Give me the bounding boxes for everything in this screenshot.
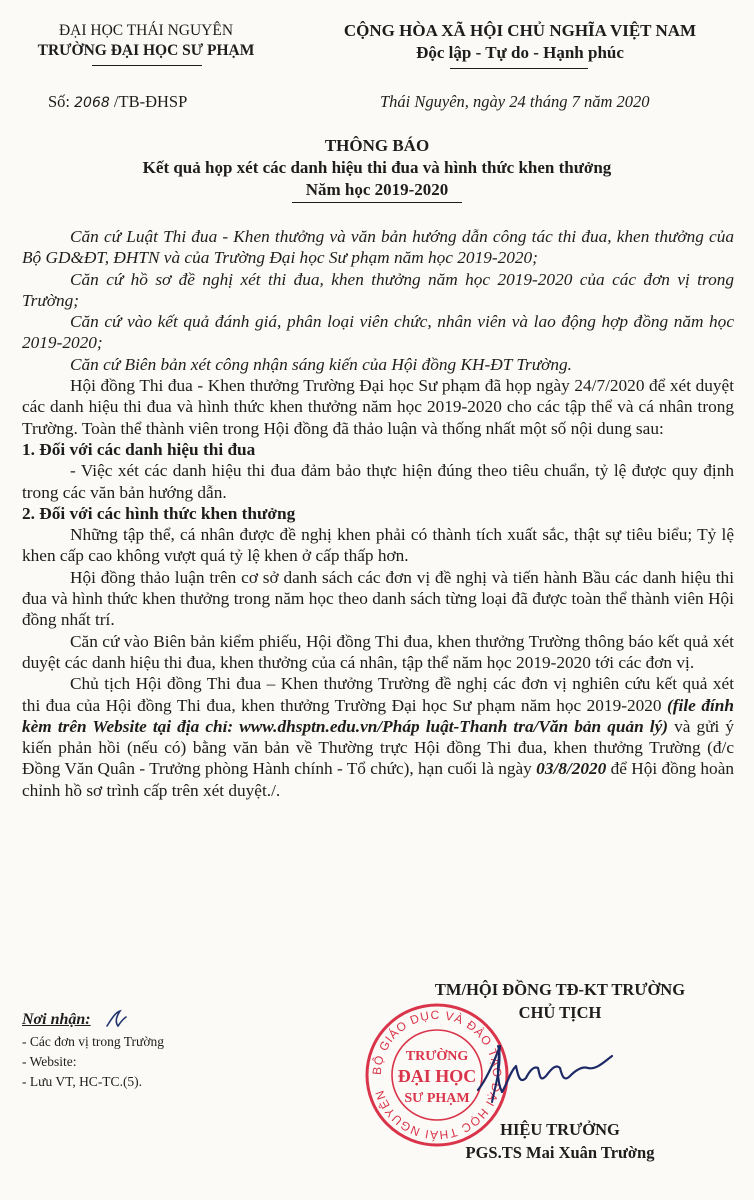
recipients-block bbox=[22, 1010, 282, 1092]
issuing-parent-org: ĐẠI HỌC THÁI NGUYÊN bbox=[58, 22, 234, 39]
legal-basis-2: Căn cứ hồ sơ đề nghị xét thi đua, khen thưởng năm học 2019-2020 của các đơn vị trong Trường; bbox=[22, 269, 734, 310]
stamp-line-1: TRƯỜNG bbox=[405, 1049, 469, 1064]
handwritten-signature bbox=[468, 1032, 618, 1112]
signer-title: HIỆU TRƯỞNG bbox=[500, 1120, 620, 1139]
signature-role: CHỦ TỊCH bbox=[518, 1003, 602, 1022]
signer-name: PGS.TS Mai Xuân Trường bbox=[465, 1143, 655, 1162]
document-subject: Kết quả họp xét các danh hiệu thi đua và hình thức khen thưởng bbox=[142, 158, 612, 177]
signature-on-behalf: TM/HỘI ĐỒNG TĐ-KT TRƯỜNG bbox=[434, 980, 686, 999]
section-1-heading: 1. Đối với các danh hiệu thi đua bbox=[22, 439, 256, 459]
recipient-item: - Website: bbox=[22, 1052, 282, 1072]
section-1-text: - Việc xét các danh hiệu thi đua đảm bảo thực hiện đúng theo tiêu chuẩn, tỷ lệ được quy định trong các văn bản hướng dẫn. bbox=[22, 461, 734, 502]
recipients-label: Nơi nhận: bbox=[22, 1011, 91, 1028]
document-number-value: 2068 bbox=[74, 95, 110, 111]
national-motto: Độc lập - Tự do - Hạnh phúc bbox=[416, 43, 624, 62]
national-title: CỘNG HÒA XÃ HỘI CHỦ NGHĨA VIỆT NAM bbox=[343, 21, 697, 40]
stamp-line-3: SƯ PHẠM bbox=[404, 1091, 470, 1106]
stamp-line-2: ĐẠI HỌC bbox=[397, 1066, 477, 1086]
document-number-suffix: /TB-ĐHSP bbox=[113, 92, 188, 111]
document-number bbox=[48, 92, 187, 112]
p4-part-c: và gửi ý kiến phản hồi (nếu có) bằng văn bản về Thường trực Hội đồng Thi đua, khen thưởng Trường (đ/c Đồng Văn Quân - Trưởng phòng Hành chính - Tổ chức), hạn cuối là ngày bbox=[22, 716, 734, 779]
legal-basis-4: Căn cứ Biên bản xét công nhận sáng kiến của Hội đồng KH-ĐT Trường. bbox=[70, 354, 572, 374]
section-2-paragraph-1: Những tập thể, cá nhân được đề nghị khen phải có thành tích xuất sắc, thật sự tiêu biểu; Tỷ lệ khen cấp cao không vượt quá tỷ lệ khen ở cấp thấp hơn. bbox=[22, 525, 734, 566]
document-year: Năm học 2019-2020 bbox=[305, 180, 449, 199]
recipient-item: - Lưu VT, HC-TC.(5). bbox=[22, 1072, 282, 1092]
legal-basis-3: Căn cứ vào kết quả đánh giá, phân loại viên chức, nhân viên và lao động hợp đồng năm học 2019-2020; bbox=[22, 312, 734, 353]
p4-part-e: để Hội đồng hoàn chỉnh hồ sơ trình cấp trên xét duyệt./. bbox=[22, 759, 735, 800]
recipient-item: - Các đơn vị trong Trường bbox=[22, 1032, 282, 1052]
motto-underline bbox=[450, 68, 588, 69]
document-number-prefix: Số: bbox=[48, 92, 71, 111]
p4-deadline: 03/8/2020 bbox=[536, 759, 607, 779]
intro-paragraph: Hội đồng Thi đua - Khen thưởng Trường Đại học Sư phạm đã họp ngày 24/7/2020 để xét duyệt các danh hiệu thi đua và hình thức khen thưởng năm học 2019-2020 cho các tập thể và cá nhân trong Trường. Toàn thể thành viên trong Hội đồng đã thảo luận và thống nhất một số nội dung sau: bbox=[22, 376, 734, 438]
recipients-list bbox=[22, 1032, 282, 1092]
p4-part-a: Chủ tịch Hội đồng Thi đua – Khen thưởng Trường đề nghị các đơn vị nghiên cứu kết quả xét thi đua của Hội đồng Thi đua, khen thưởng Trường Đại học Sư phạm năm học 2019-2020 bbox=[22, 674, 734, 715]
title-underline bbox=[292, 202, 462, 203]
document-type: THÔNG BÁO bbox=[324, 136, 430, 155]
p4-file-note: (file đính kèm trên Website tại địa chỉ: www.dhsptn.edu.vn/Pháp luật-Thanh tra/Văn bản quản lý) bbox=[22, 695, 734, 736]
section-2-paragraph-4 bbox=[22, 673, 734, 801]
place-date: Thái Nguyên, ngày 24 tháng 7 năm 2020 bbox=[380, 92, 650, 111]
section-2-heading: 2. Đối với các hình thức khen thưởng bbox=[22, 503, 296, 523]
stamp-ring-text: BỘ GIÁO DỤC VÀ ĐÀO TẠO ĐẠI HỌC THÁI NGUYÊN bbox=[369, 1007, 505, 1143]
issuing-org: TRƯỜNG ĐẠI HỌC SƯ PHẠM bbox=[37, 42, 255, 59]
legal-basis-1: Căn cứ Luật Thi đua - Khen thưởng và văn bản hướng dẫn công tác thi đua, khen thưởng của Bộ GD&ĐT, ĐHTN và của Trường Đại học Sư phạm năm học 2019-2020; bbox=[22, 227, 734, 268]
section-2-paragraph-3: Căn cứ vào Biên bản kiểm phiếu, Hội đồng Thi đua, khen thưởng Trường thông báo kết quả xét duyệt các danh hiệu thi đua, khen thưởng của cá nhân, tập thể năm học 2019-2020 tới các đơn vị. bbox=[22, 631, 734, 672]
document-body bbox=[22, 226, 734, 801]
recipients-initial-mark bbox=[104, 1008, 128, 1030]
section-2-paragraph-2: Hội đồng thảo luận trên cơ sở danh sách các đơn vị đề nghị và tiến hành Bầu các danh hiệu thi đua và hình thức khen thưởng trong năm học theo danh sách từng loại đã được toàn thể thành viên Hội đồng nhất trí. bbox=[22, 567, 734, 630]
org-underline bbox=[92, 65, 202, 66]
